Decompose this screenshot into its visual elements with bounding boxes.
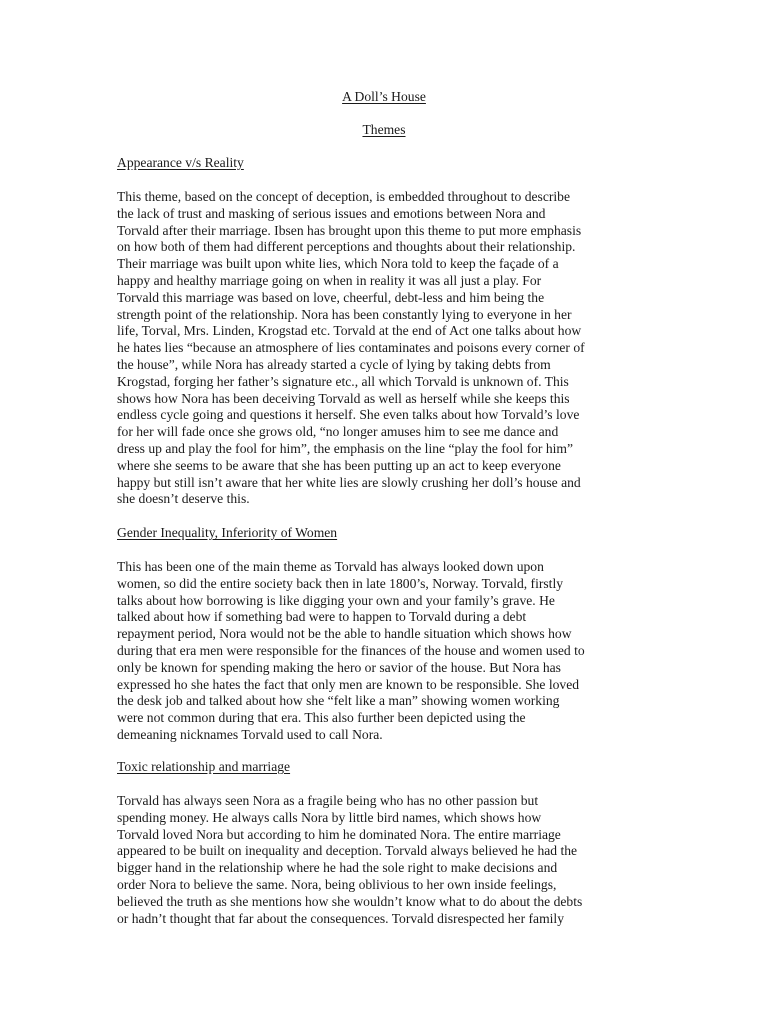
paragraph-line: happy but still isn’t aware that her white lies are slowly crushing her doll’s house and: [117, 474, 581, 490]
document-subtitle: Themes: [362, 122, 406, 137]
section-paragraph-toxic-relationship: [117, 793, 637, 927]
paragraph-line: endless cycle going and questions it herself. She even talks about how Torvald’s love: [117, 407, 580, 423]
paragraph-line: the desk job and talked about how she “felt like a man” showing women working: [117, 693, 560, 709]
paragraph-line: talked about how if something bad were to happen to Torvald during a debt: [117, 609, 527, 625]
paragraph-line: shows how Nora has been deceiving Torvald as well as herself while she keeps this: [117, 390, 570, 406]
paragraph-line: order Nora to believe the same. Nora, being oblivious to her own inside feelings,: [117, 876, 557, 892]
paragraph-line: Torvald has always seen Nora as a fragile being who has no other passion but: [117, 793, 539, 808]
paragraph-line: Torvald loved Nora but according to him he dominated Nora. The entire marriage: [117, 826, 561, 842]
paragraph-line: bigger hand in the relationship where he had the sole right to make decisions and: [117, 860, 558, 876]
paragraph-line: life, Torval, Mrs. Linden, Krogstad etc. Torvald at the end of Act one talks about how: [117, 323, 582, 339]
paragraph-line: the lack of trust and masking of serious issues and emotions between Nora and: [117, 205, 546, 221]
paragraph-line: Their marriage was built upon white lies, which Nora told to keep the façade of a: [117, 256, 559, 272]
section-heading-gender-inequality: Gender Inequality, Inferiority of Women: [117, 525, 338, 540]
paragraph-line: happy and healthy marriage going on when in reality it was all just a play. For: [117, 272, 542, 288]
paragraph-line: talks about how borrowing is like digging your own and your family’s grave. He: [117, 592, 555, 608]
paragraph-line: were not common during that era. This also further been depicted using the: [117, 710, 526, 726]
paragraph-line: Torvald after their marriage. Ibsen has brought upon this theme to put more emphasis: [117, 222, 582, 238]
section-heading-appearance-reality: Appearance v/s Reality: [117, 155, 244, 170]
paragraph-line: or hadn’t thought that far about the consequences. Torvald disrespected her family: [117, 910, 565, 926]
paragraph-line: Krogstad, forging her father’s signature etc., all which Torvald is unknown of. This: [117, 373, 569, 389]
document-title: A Doll’s House: [342, 89, 426, 104]
paragraph-line: repayment period, Nora would not be the able to handle situation which shows how: [117, 626, 572, 642]
paragraph-line: spending money. He always calls Nora by little bird names, which shows how: [117, 809, 542, 825]
paragraph-line: for her will fade once she grows old, “no longer amuses him to see me dance and: [117, 424, 559, 440]
paragraph-line: dress up and play the fool for him”, the emphasis on the line “play the fool for him”: [117, 440, 574, 456]
paragraph-line: strength point of the relationship. Nora has been constantly lying to everyone in her: [117, 306, 572, 322]
paragraph-line: expressed ho she hates the fact that only men are known to be responsible. She loved: [117, 676, 580, 692]
paragraph-line: where she seems to be aware that she has been putting up an act to keep everyone: [117, 457, 561, 473]
paragraph-line: he hates lies “because an atmosphere of lies contaminates and poisons every corner of: [117, 340, 585, 356]
paragraph-line: This has been one of the main theme as Torvald has always looked down upon: [117, 559, 544, 574]
section-paragraph-appearance-reality: [117, 189, 637, 508]
paragraph-line: on how both of them had different perceptions and thoughts about their relationship.: [117, 239, 576, 255]
section-paragraph-gender-inequality: [117, 559, 637, 744]
paragraph-line: during that era men were responsible for the finances of the house and women used to: [117, 642, 585, 658]
section-heading-toxic-relationship: Toxic relationship and marriage: [117, 759, 291, 774]
paragraph-line: demeaning nicknames Torvald used to call Nora.: [117, 726, 383, 742]
paragraph-line: believed the truth as she mentions how she wouldn’t know what to do about the debts: [117, 893, 583, 909]
paragraph-line: the house”, while Nora has already started a cycle of lying by taking debts from: [117, 356, 551, 372]
paragraph-line: Torvald this marriage was based on love, cheerful, debt-less and him being the: [117, 289, 545, 305]
paragraph-line: appeared to be built on inequality and deception. Torvald always believed he had the: [117, 843, 578, 859]
paragraph-line: This theme, based on the concept of deception, is embedded throughout to describe: [117, 189, 570, 204]
paragraph-line: she doesn’t deserve this.: [117, 491, 250, 507]
paragraph-line: only be known for spending making the hero or savior of the house. But Nora has: [117, 659, 561, 675]
paragraph-line: women, so did the entire society back then in late 1800’s, Norway. Torvald, firstly: [117, 575, 564, 591]
